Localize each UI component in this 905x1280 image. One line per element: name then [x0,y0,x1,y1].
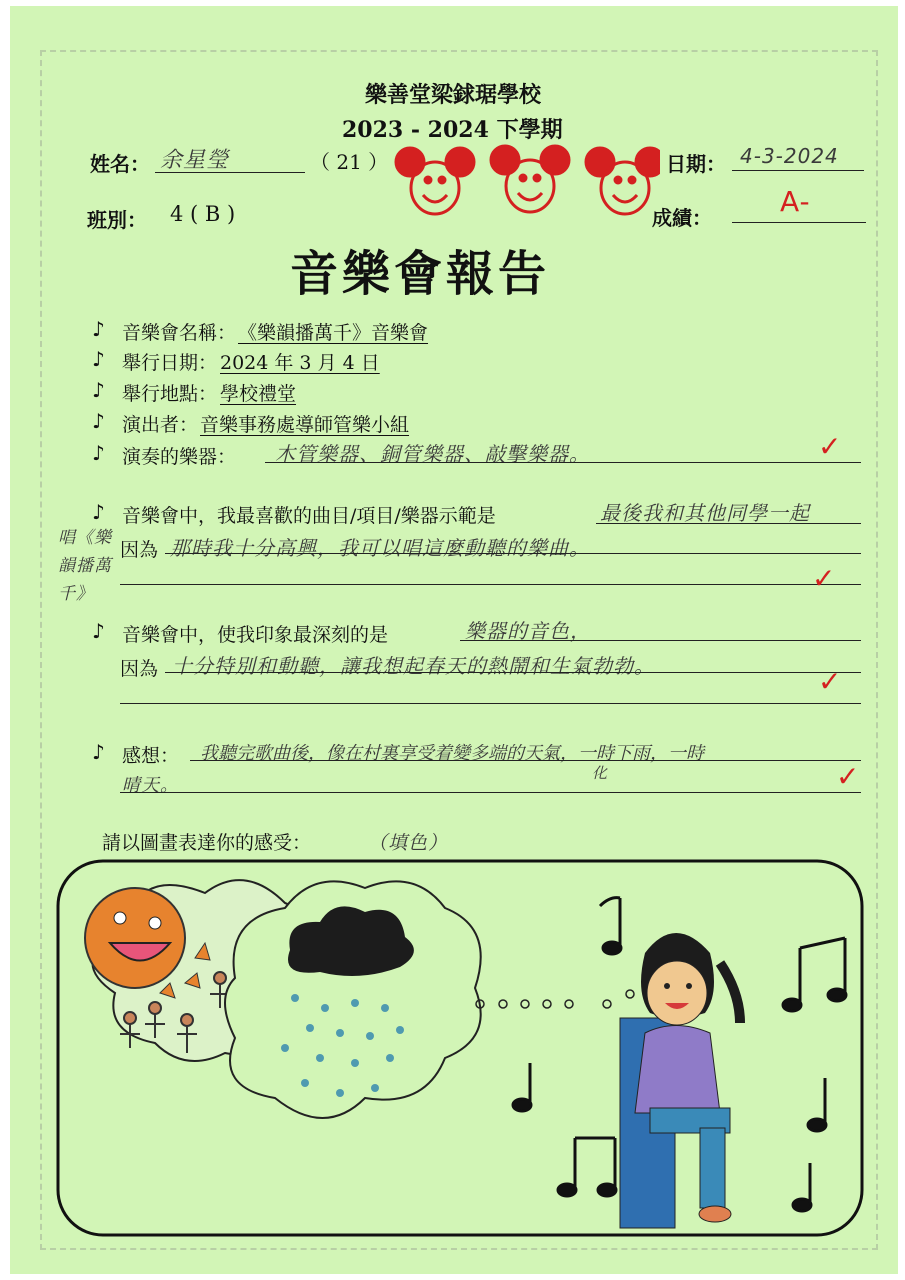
item-value: 2024 年 3 月 4 日 [220,352,380,374]
check-mark: ✓ [818,430,842,463]
music-note-icon: ♪ [92,441,105,465]
question-prompt: 音樂會中，使我印象最深刻的是 [122,624,389,646]
school-name: 樂善堂梁銶琚學校 [365,82,542,108]
check-mark: ✓ [818,665,842,698]
item-label: 舉行日期： [122,352,218,374]
music-note-icon: ♪ [92,347,105,371]
grade-value: A- [780,185,811,218]
because-label: 因為 [120,658,159,680]
mickey-stamp-2 [491,146,569,212]
music-note-icon: ♪ [92,500,105,524]
date-label: 日期： [666,152,726,176]
girl-figure [620,933,740,1228]
term: 2023 - 2024 下學期 [342,117,563,143]
name-label: 姓名： [90,152,150,176]
item-label: 音樂會名稱： [122,322,237,344]
reflection-label: 感想： [122,745,180,767]
margin-note: 唱《樂韻播萬千》 [58,528,112,604]
question-answer: 樂器的音色， [465,619,591,643]
drawing-area [55,858,865,1238]
music-note-icon: ♪ [92,409,105,433]
check-mark: ✓ [836,760,860,793]
item-label: 演奏的樂器： [122,446,237,468]
reflection-answer-continued: 晴天。 [122,775,179,796]
reflection-answer: 我聽完歌曲後，像在村裏享受着變多端的天氣，一時下雨，一時 [200,743,704,764]
item-value: 木管樂器、銅管樂器、敲擊樂器。 [275,442,590,466]
drawing-note: （填色） [368,832,449,854]
drawing-prompt: 請以圖畫表達你的感受： [102,832,312,854]
item-label: 演出者： [122,414,199,436]
correction-text: 化 [592,764,609,782]
thought-dots [476,990,634,1008]
item-value: 《樂韻播萬千》音樂會 [238,322,429,344]
question-answer: 最後我和其他同學一起 [600,501,810,525]
check-mark: ✓ [812,562,836,595]
question-prompt: 音樂會中，我最喜歡的曲目/項目/樂器示範是 [122,505,496,527]
class-number: （ 21 ） [310,150,389,174]
report-title: 音樂會報告 [290,246,551,302]
class-value: 4 ( B ) [170,202,236,226]
item-value: 音樂事務處導師管樂小組 [200,414,410,436]
because-answer: 那時我十分高興，我可以唱這麼動聽的樂曲。 [170,536,590,560]
item-label: 舉行地點： [122,383,218,405]
mickey-stamp-1 [396,148,474,214]
class-label: 班別： [87,208,147,232]
music-note-icon: ♪ [92,740,105,764]
mickey-stamps [390,140,660,230]
sun-face [85,888,185,988]
mickey-stamp-3 [586,148,660,214]
date-value: 4-3-2024 [740,144,839,168]
music-note-icon: ♪ [92,378,105,402]
because-label: 因為 [120,539,159,561]
music-note-icon: ♪ [92,619,105,643]
item-value: 學校禮堂 [220,383,297,405]
name-value: 余星瑩 [160,148,230,173]
because-answer: 十分特別和動聽，讓我想起春天的熱鬧和生氣勃勃。 [172,654,655,678]
music-note-icon: ♪ [92,317,105,341]
grade-label: 成績： [652,206,712,230]
